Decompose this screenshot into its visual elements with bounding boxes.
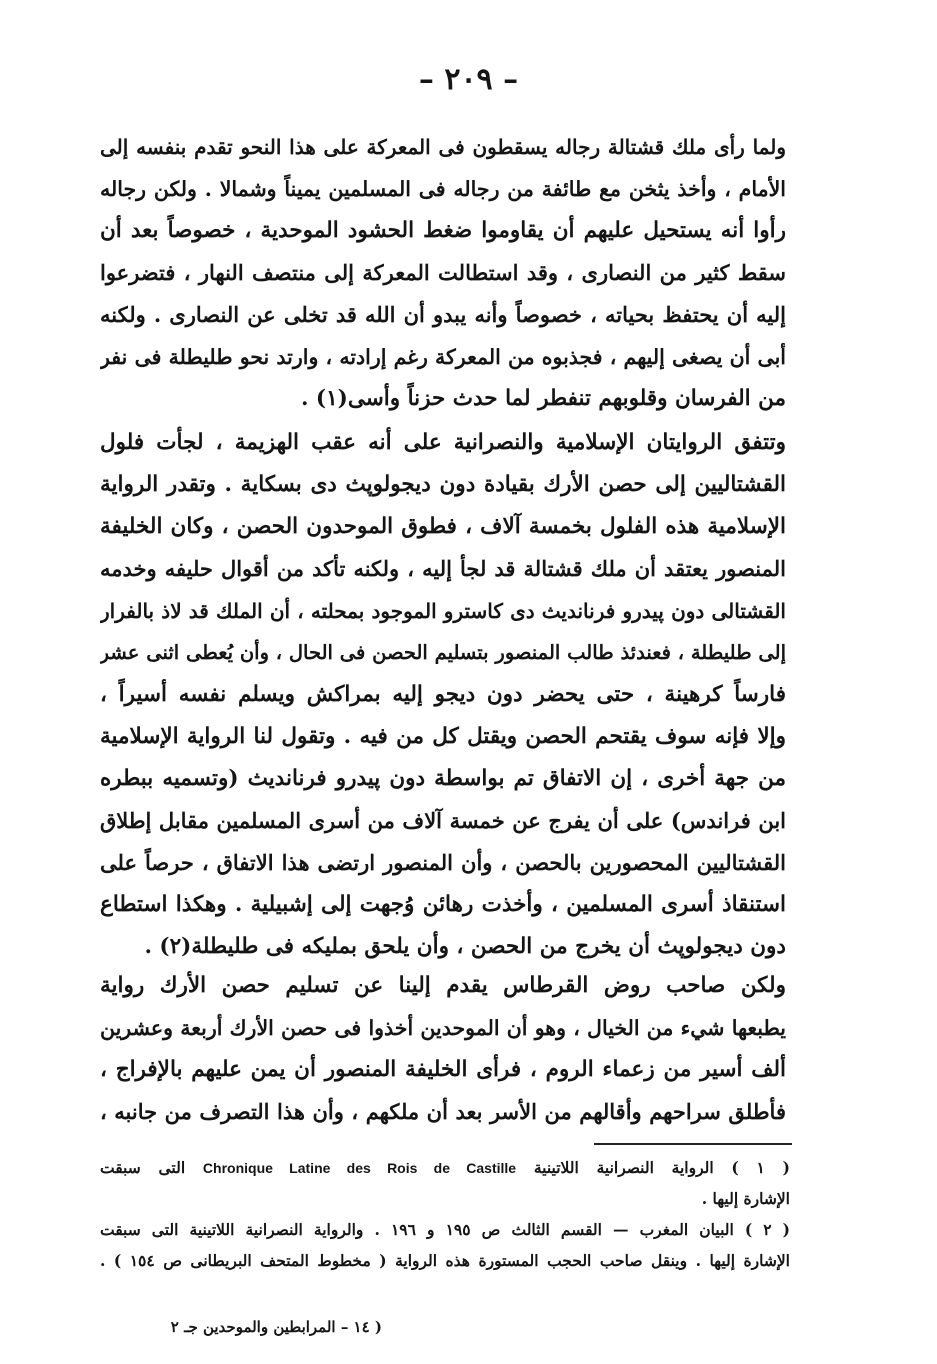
text-line: ألف أسير من زعماء الروم ، فرأى الخليفة المنصور أن يمن عليهم بالإفراج ، xyxy=(100,1057,786,1082)
text-line: من جهة أخرى ، إن الاتفاق تم بواسطة دون پيدرو فرنانديث (وتسميه ببطره xyxy=(100,766,786,791)
footnote-divider xyxy=(594,1143,792,1145)
text-line: ولكن صاحب روض القرطاس يقدم إلينا عن تسليم حصن الأرك رواية xyxy=(100,973,786,998)
footnote-1-suffix: التى سبقت xyxy=(100,1158,186,1177)
footnote-1-prefix: ( ١ ) الرواية النصرانية اللاتينية xyxy=(533,1158,790,1177)
text-line: ولما رأى ملك قشتالة رجاله يسقطون فى المعركة على هذا النحو تقدم بنفسه إلى xyxy=(100,135,786,159)
text-line: إليه أن يحتفظ بحياته ، خصوصاً وأنه يبدو أن الله قد تخلى عن النصارى . ولكنه xyxy=(100,302,786,327)
text-line: الإسلامية هذه الفلول بخمسة آلاف ، فطوق الموحدون الحصن ، وكان الخليفة xyxy=(100,514,786,539)
text-line: فارساً كرهينة ، حتى يحضر دون ديجو إليه بمراكش ويسلم نفسه أسيراً ، xyxy=(100,682,786,707)
page-number: – ٢٠٩ – xyxy=(418,62,519,97)
text-line: رأوا أنه يستحيل عليهم أن يقاوموا ضغط الحشود الموحدية ، خصوصاً بعد أن xyxy=(100,218,786,243)
text-line: القشتاليين المحصورين بالحصن ، وأن المنصور ارتضى هذا الاتفاق ، حرصاً على xyxy=(100,850,786,875)
text-line: أبى أن يصغى إليهم ، فجذبوه من المعركة رغم إرادته ، وارتد نحو طليطلة فى نفر xyxy=(100,345,786,369)
paragraph-3 xyxy=(100,965,786,1133)
footnote-1-latin-title: Chronique Latine des Rois de Castille xyxy=(202,1160,517,1176)
printer-signature: ( ١٤ – المرابطين والموحدين جـ ٢ xyxy=(170,1318,382,1336)
footnotes xyxy=(100,1152,790,1276)
text-line: استنقاذ أسرى المسلمين ، وأخذت رهائن وُجهت إلى إشبيلية . وهكذا استطاع xyxy=(100,892,786,917)
text-line: القشتاليين إلى حصن الأرك بقيادة دون ديجولوپث دى بسكاية . وتقدر الرواية xyxy=(100,472,786,497)
text-line: سقط كثير من النصارى ، وقد استطالت المعركة إلى منتصف النهار ، فتضرعوا xyxy=(100,260,786,285)
text-line: يطبعها شيء من الخيال ، وهو أن الموحدين أخذوا فى حصن الأرك أربعة وعشرين xyxy=(100,1016,786,1040)
text-line: المنصور يعتقد أن ملك قشتالة قد لجأ إليه ، ولكنه تأكد من أقوال حليفه وخدمه xyxy=(100,556,786,581)
text-line: القشتالى دون پيدرو فرنانديث دى كاسترو الموجود بمحلته ، أن الملك قد لاذ بالفرار xyxy=(100,599,786,623)
text-line: ابن فراندس) على أن يفرج عن خمسة آلاف من أسرى المسلمين مقابل إطلاق xyxy=(100,808,786,833)
paragraph-2 xyxy=(100,422,786,968)
text-line: وتتفق الروايتان الإسلامية والنصرانية على أنه عقب الهزيمة ، لجأت فلول xyxy=(100,430,786,455)
text-line: وإلا فإنه سوف يقتحم الحصن ويقتل كل من فيه . وتقول لنا الرواية الإسلامية xyxy=(100,724,786,749)
text-line: دون ديجولوپث أن يخرج من الحصن ، وأن يلحق بمليكه فى طليطلة(٢) . xyxy=(144,934,786,959)
footnote-2-continued: الإشارة إليها . وينقل صاحب الحجب المستورة هذه الرواية ( مخطوط المتحف البريطانى ص ١٥٤ ) . xyxy=(100,1251,790,1270)
text-line: من الفرسان وقلوبهم تنفطر لما حدث حزناً وأسى(١) . xyxy=(300,386,786,411)
text-line: الأمام ، وأخذ يثخن مع طائفة من رجاله فى المسلمين يميناً وشمالا . ولكن رجاله xyxy=(100,177,786,201)
text-line: فأطلق سراحهم وأقالهم من الأسر بعد أن ملكهم ، وأن هذا التصرف من جانبه ، xyxy=(100,1099,786,1124)
paragraph-1 xyxy=(100,126,786,420)
footnote-1 xyxy=(100,1152,790,1183)
text-line: إلى طليطلة ، فعندئذ طالب المنصور بتسليم الحصن فى الحال ، وأن يُعطى اثنى عشر xyxy=(100,641,786,664)
footnote-1-continued: الإشارة إليها . xyxy=(701,1189,790,1208)
footnote-2: ( ٢ ) البيان المغرب — القسم الثالث ص ١٩٥ و ١٩٦ . والرواية النصرانية اللاتينية التى سبقت xyxy=(100,1220,790,1239)
